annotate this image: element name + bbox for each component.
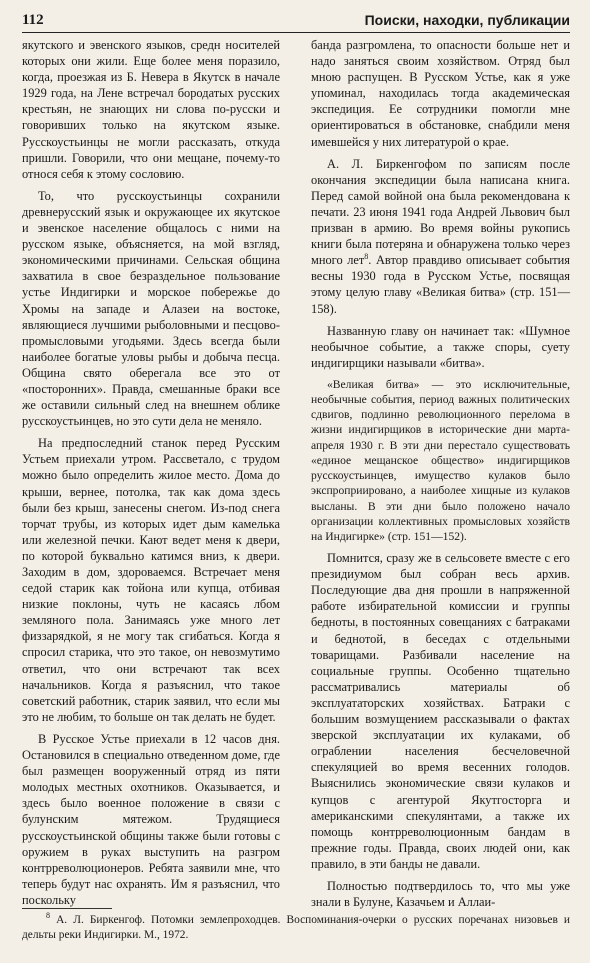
paragraph: То, что русскоустьинцы сохранили древнерусский язык и окружающее их якутское и эвенское население общалось с ними на русском языке, объясняется, на мой взгляд, экономическими причинами. Сельская община захватила в свое безраздельное пользование устье Индигирки и морское побережье до Хромы на западе и Алазеи на востоке, являющиеся лучшими рыболовными и песцово-промысловыми угодьями. Здесь всегда были наиболее богатые уловы рыбы и добыча песца. Община свято оберегала все это от «посторонних». Правда, смешанные браки все же оставили сильный след на внешнем облике русскоустьинцев, но это сути дела не меняло. (22, 188, 280, 429)
left-column (22, 37, 280, 907)
paragraph: банда разгромлена, то опасности больше нет и надо заняться своим хозяйством. Отряд был мною распущен. В Русском Устье, как я уже упоминал, находилась тогда академическая экспедиция. Ее сотрудники помогли мне ориентироваться в обстановке, снабдили меня имевшейся у них литературой о крае. (311, 38, 570, 149)
footnote-marker: 8 (46, 911, 50, 921)
paragraph-text: А. Л. Биркенгофом по записям после окончания экспедиции была написана книга. Перед самой войной она была рекомендована к печати. 23 июня 1941 года Андрей Львович был призван в армию. Во время войны рукопись книги была потеряна и обнаружена только через много лет (311, 156, 570, 268)
paragraph: Названную главу он начинает так: «Шумное необычное событие, а также споры, суету индигирщики называли «битва». (311, 323, 570, 370)
page-header (22, 10, 570, 33)
footnote-text: А. Л. Биркенгоф. Потомки землепроходцев. Воспоминания-очерки о русских поречанах низовьев и дельты реки Индигирки. М., 1972. (22, 914, 570, 941)
page-number: 112 (22, 12, 44, 28)
footnote-divider (22, 908, 112, 909)
paragraph: Помнится, сразу же в сельсовете вместе с его президиумом был собран весь архив. Последующие два дня прошли в напряженной работе избирательной комиссии и группы бедноты, в постоянных совещаниях с батраками и беднотой, в беседах с отдельными товарищами. Разбивали население на социальные группы. Особенно тщательно рассматривались материалы об эксплуататорских хозяйствах. Батраки с большим возмущением рассказывали о фактах зверской эксплуатации их кулаками, об ограблении населения бесчеловечной спекуляцией во время весенних голодов. Выяснились экономические связи кулаков и купцов с агентурой Якутгосторга и американскими спекулянтами, а также их помощь контрреволюционным бандам в прежние годы. Правда, своих людей они, как правило, в эти банды не давали. (311, 551, 570, 871)
block-quote: «Великая битва» — это исключительные, необычные события, период важных политических сдвигов, подлинно революционного перелома в жизни индигирщиков в исторические дни марта-апреля 1930 г. В эти дни перестало существовать «единое мещанское общество» индигирщиков русскоустьинцев, имущество кулаков было экспроприировано, а наиболее хищные из кулаков высланы. В эти дни было положено начало организации коллективных промысловых хозяйств на Индигирке» (стр. 151—152). (311, 377, 570, 543)
paragraph: Полностью подтвердилось то, что мы уже знали в Булуне, Казачьем и Аллаи- (311, 878, 570, 910)
section-title: Поиски, находки, публикации (364, 12, 570, 28)
paragraph: якутского и эвенского языков, средн носителей которых они жили. Еще более меня поразило, когда, проезжая из Б. Невера в Якутск в начале 1929 года, на Лене встречал бородатых русских крестьян, не знающих ни слова по-русски и говоривших только на якутском языке. Русскоустьинцы не могли рассказать, откуда пришли. Говорили, что они мещане, почему-то относя себя к этому сословию. (22, 38, 280, 181)
footnote-reference: 8 (364, 252, 369, 262)
right-column (311, 37, 570, 910)
paragraph-with-footnote-ref (311, 156, 570, 317)
footnote (22, 913, 570, 943)
paragraph: На предпоследний станок перед Русским Устьем приехали утром. Рассветало, с трудом можно было определить жилое место. Дома до крыши, вернее, потолка, так как дома здесь были без крыш, занесены снегом. Из-под снега торчат трубы, из которых идет дым камелька или железной печки. Кают ведет меня к двери, по которой буквально катимся вниз, к двери. Заходим в дом, здороваемся. Встречает меня седой старик как тойона или купца, отбивая низкие поклоны, чуть не касаясь лбом земляного пола. Занимаясь уже много лет физзарядкой, я не могу так сгибаться. Когда я спросил старика, что это такое, он невозмутимо ответил, что они встречают так всех начальников. Когда я разъяснил, что такое советский работник, старик заявил, что если мы это не любим, то больше он так делать не будет. (22, 436, 280, 724)
paragraph: В Русское Устье приехали в 12 часов дня. Остановился в специально отведенном доме, где был размещен вооруженный отряд из пяти молодых местных охотников. Оказывается, и здесь было военное положение в связи с булунским мятежом. Трудящиеся русскоустьинской общины также были готовы с оружием в руках выступить на разгром контрреволюционеров. Ребята заявили мне, что теперь будут нас охранять. Им я разъяснил, что поскольку (22, 731, 280, 907)
paragraph-text: . Автор правдиво описывает события весны 1930 года в Русском Устье, посвящая этому целую главу «Великая битва» (стр. 151—158). (311, 253, 570, 316)
